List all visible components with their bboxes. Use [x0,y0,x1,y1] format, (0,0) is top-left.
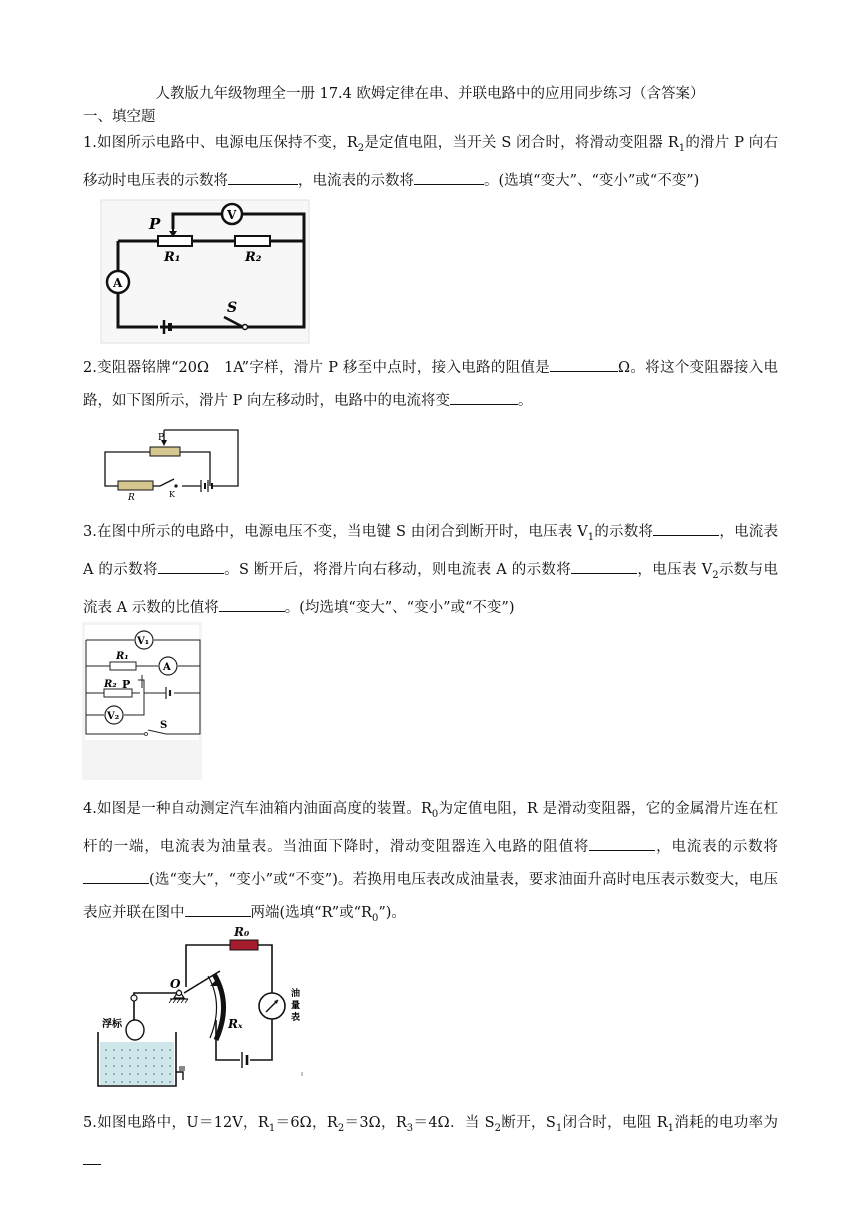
q2-label-r: R [128,493,135,500]
q3-label-v1: V₁ [137,636,150,647]
q4-label-r0: R₀ [234,925,250,939]
q2-circuit-figure [98,424,243,500]
q4-blank-3[interactable] [185,900,251,917]
q3-label-s: S [160,720,168,731]
question-4: 4.如图是一种自动测定汽车油箱内油面高度的装置。$R_0$为定值电阻，R 是滑动变阻器，它的金属滑片连在杠杆的一端，电流表为油量表。当油面下降时，滑动变阻器连入电路的阻值将 ，电流表的示数将(选“变大”，“变小”或“不变”)。若换用电压表改成油量表，要求油面升高时电压表示数变大，电压表应并联在图中 两端(选填“R”或“$R_0$”)。 [83,801,778,924]
q3-label-r1: R₁ [116,651,129,662]
q2-blank-2[interactable] [450,388,518,405]
voltmeter-label: V [227,208,237,222]
q1-label-r1: R₁ [164,250,181,265]
q4-label-float: 浮标 [102,1019,122,1030]
switch-label: S [227,300,238,316]
q3-circuit-figure [82,622,202,780]
section-heading: 一、填空题 [83,109,156,125]
q4-gauge-char-1: 油 [291,989,301,999]
document-title: 人教版九年级物理全一册 17.4 欧姆定律在串、并联电路中的应用同步练习（含答案） [155,86,705,102]
q1-circuit-figure [100,199,310,344]
question-5: 5.如图电路中，U＝12V，$R_1=6\Omega$，$R_2=3\Omega$，$R_3=4\Omega$．当 $S_2$断开，$S_1$闭合时，电阻 $R_1$消耗的电功率为 [83,1107,778,1178]
q5-blank-1[interactable] [83,1148,101,1165]
q4-gauge-char-2: 量 [291,1001,301,1011]
q4-label-rx: Rₓ [228,1017,243,1031]
question-1: 1.如图所示电路中、电源电压保持不变，$R_2$是定值电阻，当开关 S 闭合时，将滑动变阻器 $R_1$的滑片 P 向右移动时电压表的示数将 ，电流表的示数将 。(选填“变大”、“变小”或“不变”) [83,135,778,189]
q4-blank-1[interactable] [589,834,655,851]
q1-blank-2[interactable] [414,168,484,185]
q4-fuel-gauge-figure [90,920,310,1100]
question-2: 2.变阻器铭牌“20Ω 1A”字样，滑片 P 移至中点时，接入电路的阻值是 Ω。将这个变阻器接入电路，如下图所示，滑片 P 向左移动时，电路中的电流将变 。 [83,352,778,418]
q1-label-p: P [149,215,161,233]
q3-label-v2: V₂ [107,711,120,722]
q4-label-o: O [170,977,181,991]
ammeter-label: A [113,276,123,290]
q1-blank-1[interactable] [228,168,298,185]
q3-blank-4[interactable] [219,595,285,612]
q2-label-k: K [169,490,175,499]
q3-label-a: A [163,662,171,673]
q3-blank-3[interactable] [571,557,637,574]
q3-blank-1[interactable] [653,519,719,536]
q4-blank-2[interactable] [83,867,149,884]
q1-label-r2: R₂ [245,250,262,265]
q2-blank-1[interactable] [550,355,618,372]
q3-blank-2[interactable] [158,557,224,574]
q4-gauge-char-3: 表 [291,1013,301,1023]
question-3: 3.在图中所示的电路中，电源电压不变，当电键 S 由闭合到断开时，电压表 $V_1$的示数将 ，电流表 A 的示数将 。S 断开后，将滑片向右移动，则电流表 A 的示数将 ，电压表 $V_2$示数与电流表 A 示数的比值将 。(均选填“变大”、“变小”或“不变”) [83,516,778,625]
q3-label-r2: R₂ [104,679,117,690]
q2-label-p: P [158,433,165,443]
q3-label-p: P [122,678,131,691]
